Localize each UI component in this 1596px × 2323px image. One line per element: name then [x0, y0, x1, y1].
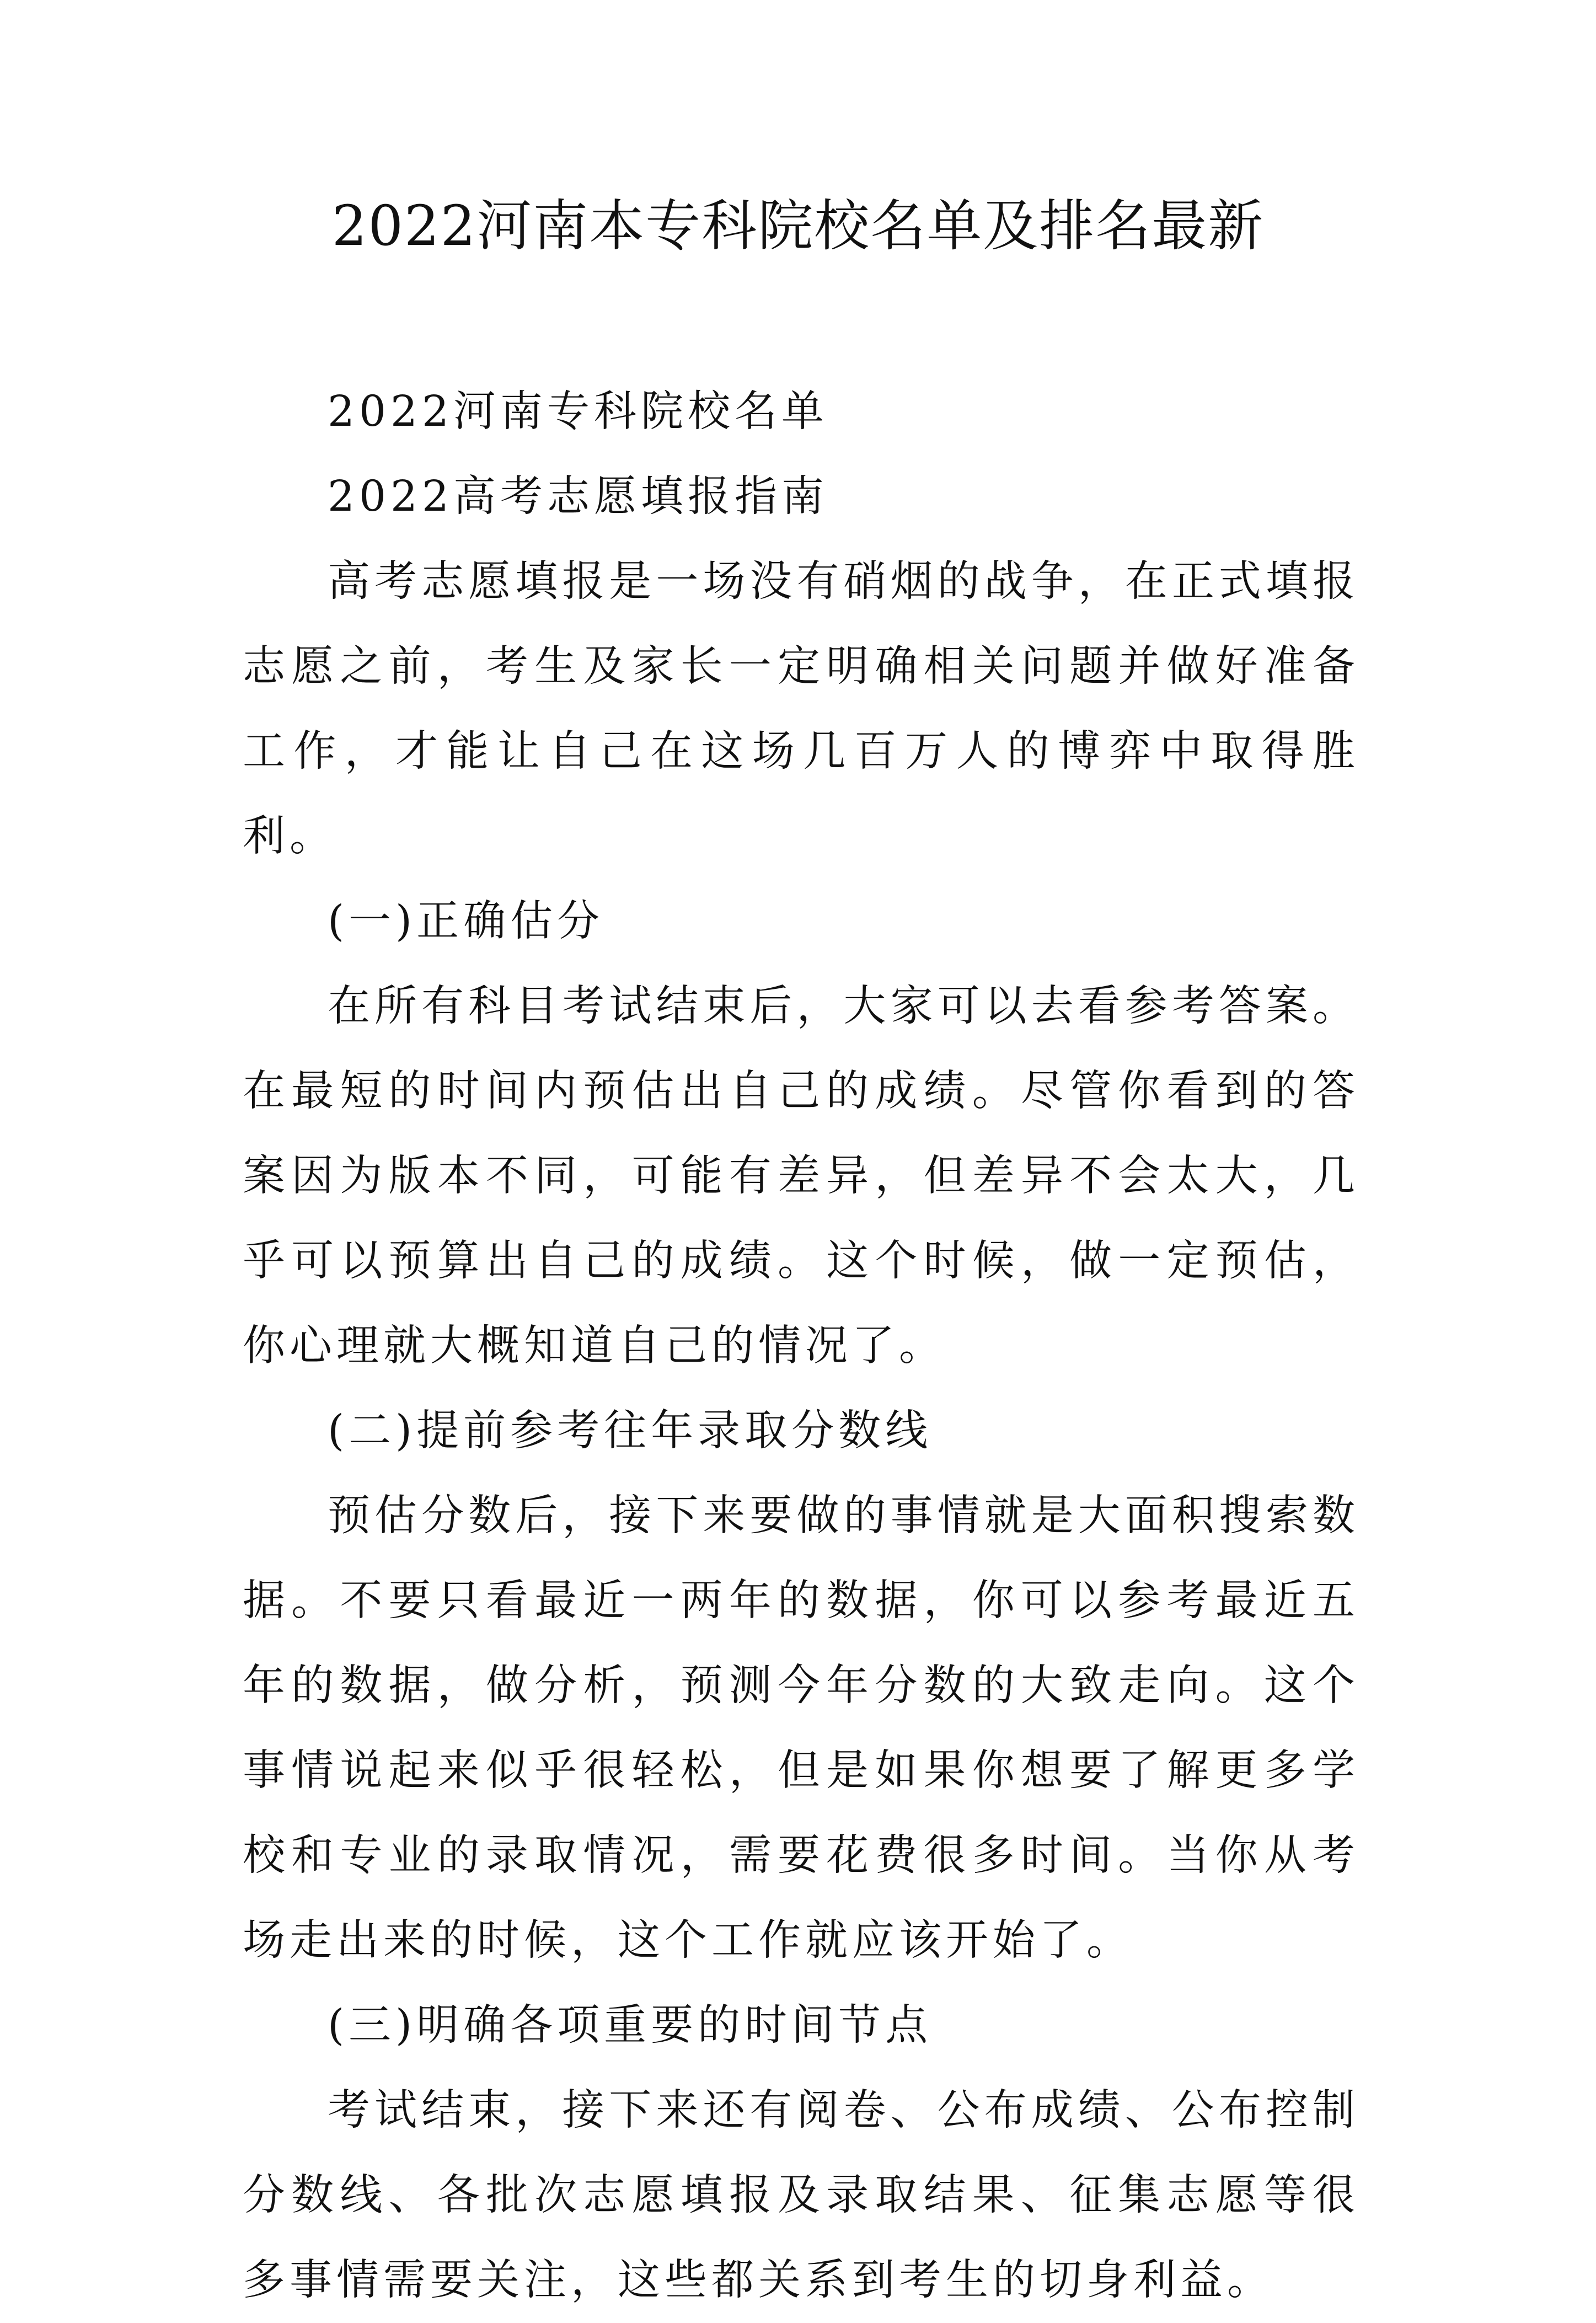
document-body — [243, 370, 1359, 2323]
paragraph-section-2: 预估分数后，接下来要做的事情就是大面积搜索数据。不要只看最近一两年的数据，你可以参考最近五年的数据，做分析，预测今年分数的大致走向。这个事情说起来似乎很轻松，但是如果你想要了解更多学校和专业的录取情况，需要花费很多时间。当你从考场走出来的时候，这个工作就应该开始了。 — [243, 1491, 1359, 1965]
paragraph-subtitle-list: 2022河南专科院校名单 — [328, 387, 828, 436]
section-heading-3: (三)明确各项重要的时间节点 — [328, 2001, 933, 2050]
paragraph-intro: 高考志愿填报是一场没有硝烟的战争，在正式填报志愿之前，考生及家长一定明确相关问题并做好准备工作，才能让自己在这场几百万人的博弈中取得胜利。 — [243, 557, 1359, 861]
section-heading-2: (二)提前参考往年录取分数线 — [328, 1406, 933, 1455]
document-title: 2022河南本专科院校名单及排名最新 — [331, 194, 1265, 258]
paragraph-subtitle-guide: 2022高考志愿填报指南 — [328, 472, 828, 521]
paragraph-section-1: 在所有科目考试结束后，大家可以去看参考答案。在最短的时间内预估出自己的成绩。尽管你看到的答案因为版本不同，可能有差异，但差异不会太大，几乎可以预算出自己的成绩。这个时候，做一定预估，你心理就大概知道自己的情况了。 — [243, 982, 1359, 1371]
section-heading-1: (一)正确估分 — [328, 897, 604, 946]
paragraph-section-3: 考试结束，接下来还有阅卷、公布成绩、公布控制分数线、各批次志愿填报及录取结果、征集志愿等很多事情需要关注，这些都关系到考生的切身利益。 — [243, 2086, 1359, 2305]
